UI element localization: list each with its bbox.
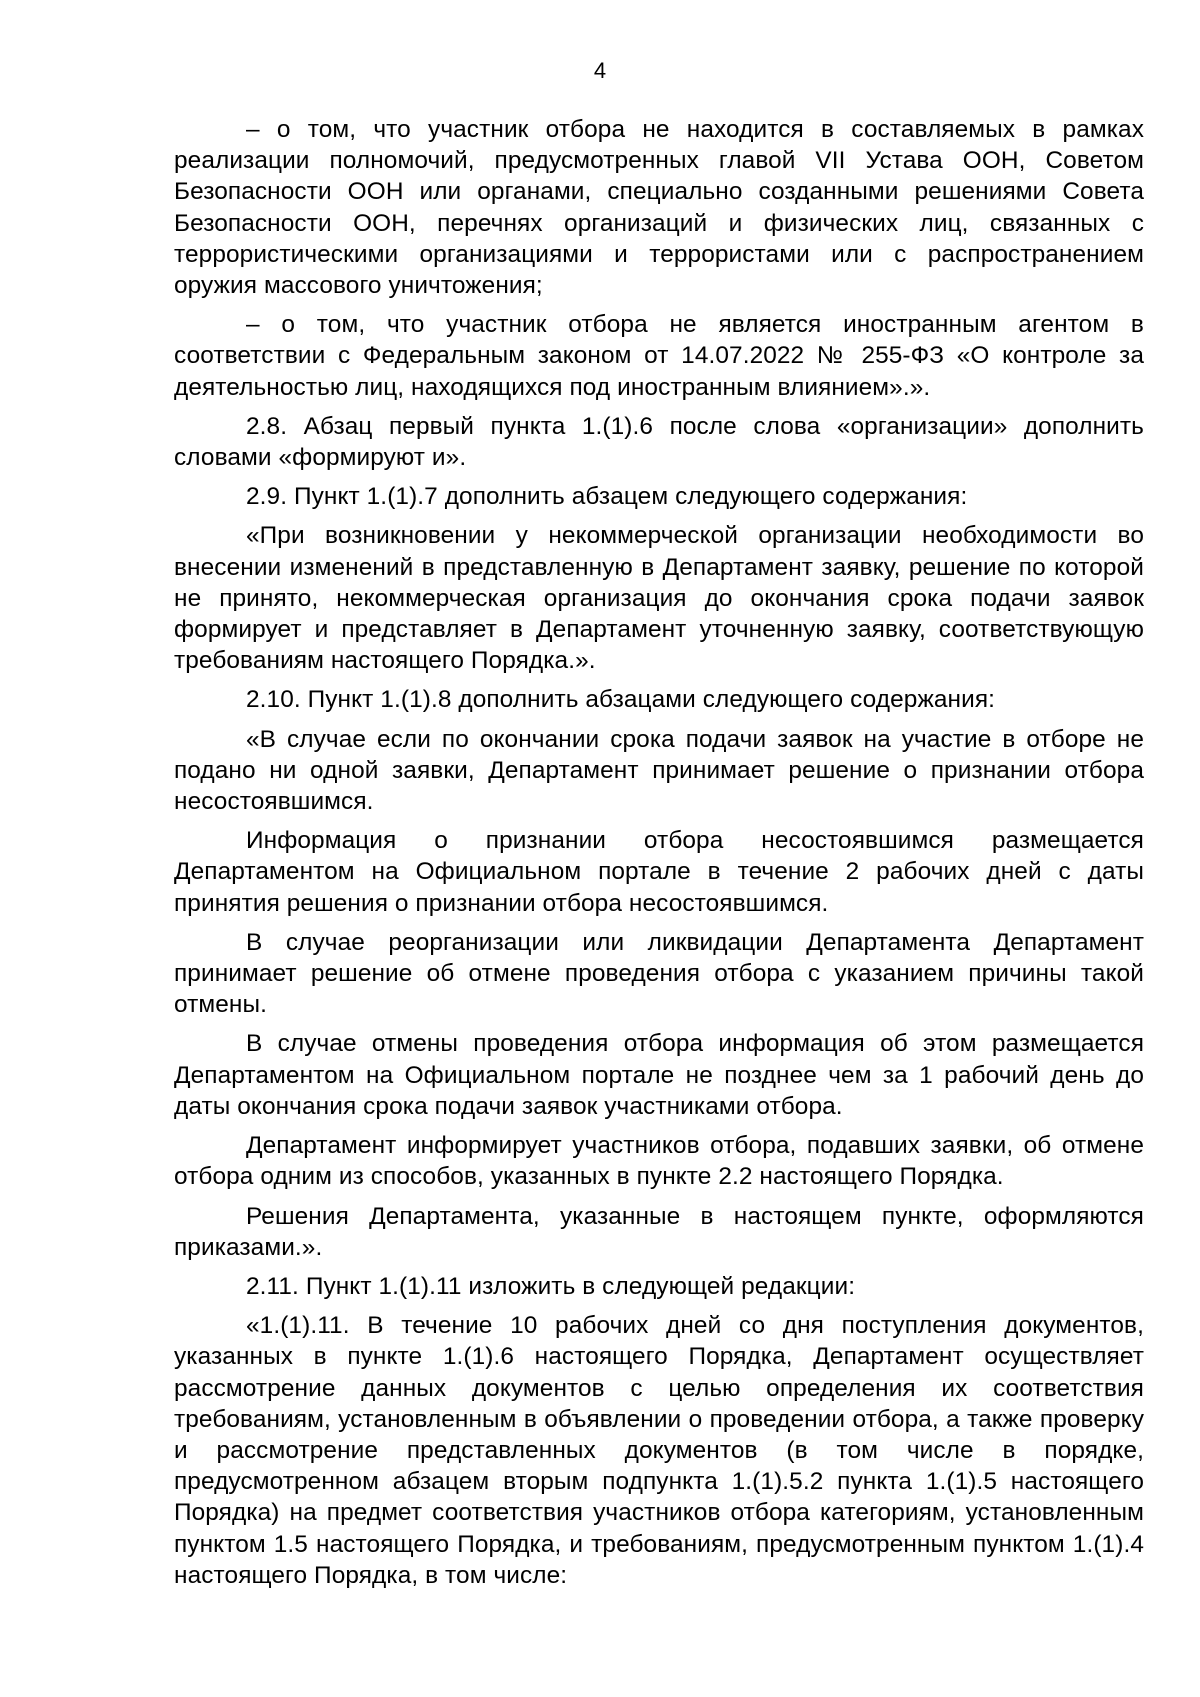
paragraph-no-applications: «В случае если по окончании срока подачи заявок на участие в отборе не подано ни одной заявки, Департамент принимает решение о признании отбора несостоявшимся. xyxy=(174,725,1144,816)
paragraph-info-failed-selection: Информация о признании отбора несостоявшимся размещается Департаментом на Официальном портале в течение 2 рабочих дней с даты принятия решения о признании отбора несостоявшимся. xyxy=(174,827,1144,917)
paragraph-cancellation-info: В случае отмены проведения отбора информация об этом размещается Департаментом на Официальном портале не позднее чем за 1 рабочий день до даты окончания срока подачи заявок участниками отбора. xyxy=(174,1030,1144,1120)
paragraph-2-8: 2.8. Абзац первый пункта 1.(1).6 после слова «организации» дополнить словами «формируют и». xyxy=(174,412,1144,472)
paragraph-2-10: 2.10. Пункт 1.(1).8 дополнить абзацами следующего содержания: xyxy=(246,686,996,714)
paragraph-foreign-agent: – о том, что участник отбора не является иностранным агентом в соответствии с Федеральным законом от 14.07.2022 № 255-ФЗ «О контроле за деятельностью лиц, находящихся под иностранным влиянием».». xyxy=(174,311,1144,401)
paragraph-reorganization: В случае реорганизации или ликвидации Департамента Департамент принимает решение об отмене проведения отбора с указанием причины такой отмены. xyxy=(174,928,1144,1019)
paragraph-terrorist-lists: – о том, что участник отбора не находится в составляемых в рамках реализации полномочий, предусмотренных главой VII Устава ООН, Советом Безопасности ООН или органами, специально созданными решениями Совета Безопасности ООН, перечнях организаций и физических лиц, связанных с террористическими организациями и террористами или с распространением оружия массового уничтожения; xyxy=(174,116,1144,300)
paragraph-inform-participants: Департамент информирует участников отбора, подавших заявки, об отмене отбора одним из способов, указанных в пункте 2.2 настоящего Порядка. xyxy=(174,1132,1144,1191)
document-body xyxy=(174,114,1144,1599)
paragraph-application-changes: «При возникновении у некоммерческой организации необходимости во внесении изменений в представленную в Департамент заявку, решение по которой не принято, некоммерческая организация до окончания срока подачи заявок формирует и представляет в Департамент уточненную заявку, соответствующую требованиям настоящего Порядка.». xyxy=(174,522,1144,675)
paragraph-decisions-orders: Решения Департамента, указанные в настоящем пункте, оформляются приказами.». xyxy=(174,1202,1144,1261)
paragraph-2-11: 2.11. Пункт 1.(1).11 изложить в следующей редакции: xyxy=(246,1272,856,1300)
paragraph-2-9: 2.9. Пункт 1.(1).7 дополнить абзацем следующего содержания: xyxy=(246,483,968,511)
page-number: 4 xyxy=(593,58,607,83)
paragraph-1-1-11: «1.(1).11. В течение 10 рабочих дней со дня поступления документов, указанных в пункте 1.(1).6 настоящего Порядка, Департамент осуществляет рассмотрение данных документов с целью определения их соответствия требованиям, установленным в объявлении о проведении отбора, а также проверку и рассмотрение представленных документов (в том числе в порядке, предусмотренном абзацем вторым подпункта 1.(1).5.2 пункта 1.(1).5 настоящего Порядка) на предмет соответствия участников отбора категориям, установленным пунктом 1.5 настоящего Порядка, и требованиям, предусмотренным пунктом 1.(1).4 настоящего Порядка, в том числе: xyxy=(174,1312,1144,1589)
